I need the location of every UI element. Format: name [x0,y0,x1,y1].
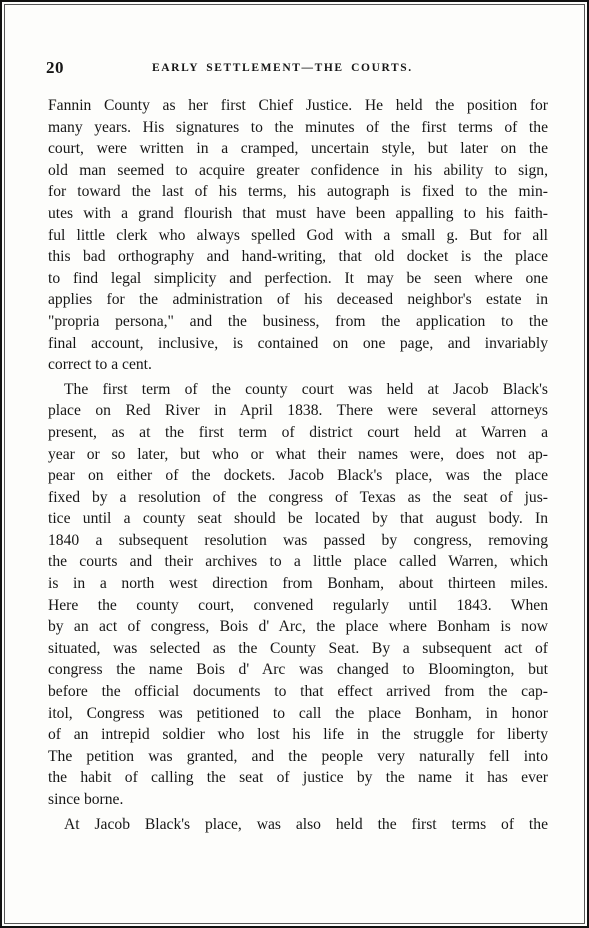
text-line: 1840 a subsequent resolution was passed by congress, removing [48,531,548,549]
text-line: Here the county court, convened regularly until 1843. When [48,596,548,614]
text-line: since borne. [48,791,124,808]
text-line: present, as at the first term of district court held at Warren a [48,423,548,441]
text-line: place on Red River in April 1838. There were several attorneys [48,402,548,420]
text-line: At Jacob Black's place, was also held the first terms of the [64,815,548,833]
text-line: congress the name Bois d' Arc was changed to Bloomington, but [48,661,548,679]
paragraph-1 [48,95,548,376]
text-line: to find legal simplicity and perfection. It may be seen where one [48,269,548,287]
paragraph-3 [48,814,548,836]
text-line: court, were written in a cramped, uncertain style, but later on the [48,140,548,158]
text-line: The petition was granted, and the people very naturally fell into [48,747,548,765]
text-line: applies for the administration of his deceased neighbor's estate in [48,291,548,309]
text-line: this bad orthography and hand-writing, that old docket is the place [48,248,548,266]
text-line: tice until a county seat should be located by that august body. In [48,510,548,528]
body-text [48,95,548,835]
text-line: itol, Congress was petitioned to call the place Bonham, in honor [48,704,548,722]
text-line: final account, inclusive, is contained on one page, and invariably [48,334,548,352]
text-line: Fannin County as her first Chief Justice. He held the position for [48,97,548,114]
text-line: fixed by a resolution of the congress of Texas as the seat of jus- [48,488,548,506]
text-line: correct to a cent. [48,356,152,374]
text-line: before the official documents to that effect arrived from the cap- [48,683,548,701]
paragraph-2 [48,379,548,811]
text-line: of an intrepid soldier who lost his life in the struggle for liberty [48,726,548,744]
text-line: by an act of congress, Bois d' Arc, the place where Bonham is now [48,618,548,636]
text-line: utes with a grand flourish that must have been appalling to his faith- [48,204,548,222]
text-line: is in a north west direction from Bonham, about thirteen miles. [48,575,548,593]
text-line: the courts and their archives to a little place called Warren, which [48,553,548,571]
page-number: 20 [46,58,64,77]
text-line: year or so later, but who or what their names were, does not ap- [48,445,548,463]
text-line: situated, was selected as the County Seat. By a subsequent act of [48,639,548,657]
page-header [46,58,547,80]
text-line: the habit of calling the seat of justice by the name it has ever [48,769,548,787]
running-head: EARLY SETTLEMENT—THE COURTS. [152,62,413,74]
text-line: "propria persona," and the business, from the application to the [48,312,548,330]
text-line: pear on either of the dockets. Jacob Black's place, was the place [48,467,548,485]
text-line: old man seemed to acquire greater confidence in his ability to sign, [48,161,548,179]
text-line: many years. His signatures to the minutes of the first terms of the [48,118,548,136]
text-line: The first term of the county court was held at Jacob Black's [64,380,548,398]
text-line: for toward the last of his terms, his autograph is fixed to the min- [48,183,548,201]
text-line: ful little clerk who always spelled God with a small g. But for all [48,226,548,244]
